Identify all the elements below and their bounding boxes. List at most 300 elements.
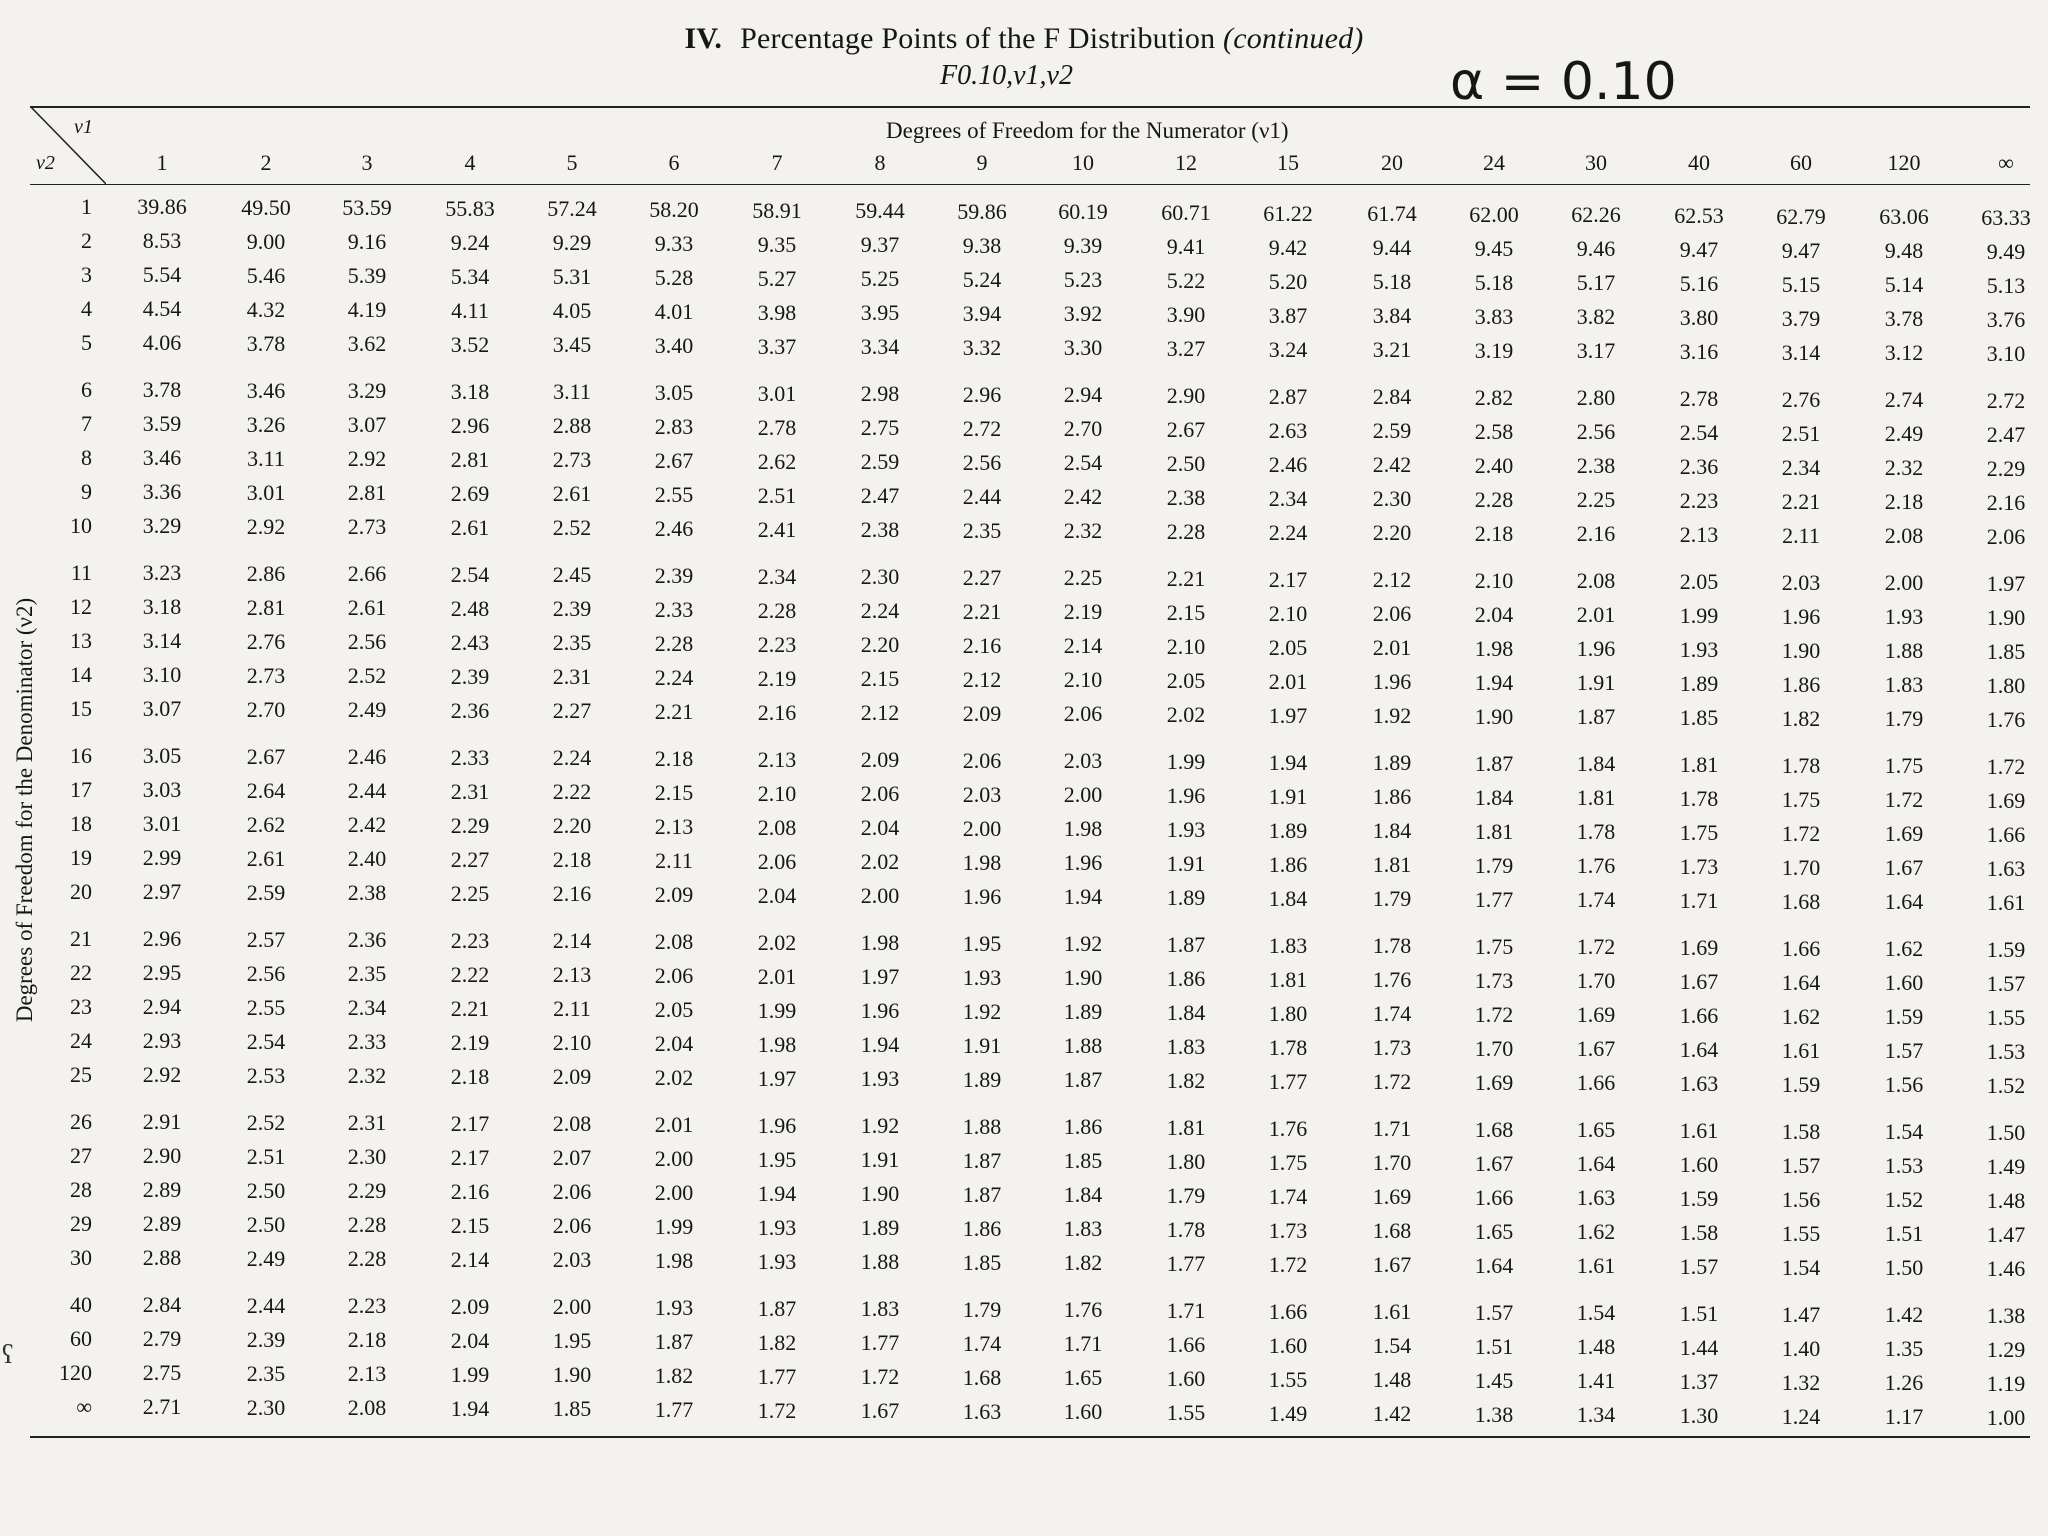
table-cell: 3.26 bbox=[246, 411, 286, 437]
table-cell: 1.95 bbox=[757, 1146, 797, 1172]
table-cell: 2.59 bbox=[246, 879, 286, 905]
table-cell: 4.32 bbox=[246, 296, 286, 322]
table-cell: 1.42 bbox=[1372, 1401, 1412, 1427]
table-cell: 39.86 bbox=[137, 194, 187, 219]
table-cell: 3.05 bbox=[654, 380, 694, 405]
row-header: 5 bbox=[81, 330, 92, 355]
table-cell: 2.17 bbox=[1268, 566, 1308, 592]
table-cell: 2.06 bbox=[1063, 701, 1103, 727]
column-header: 7 bbox=[771, 150, 783, 175]
table-cell: 1.75 bbox=[1474, 933, 1514, 959]
table-cell: 2.17 bbox=[450, 1110, 490, 1136]
table-cell: 2.54 bbox=[450, 561, 490, 587]
table-cell: 3.11 bbox=[247, 445, 285, 471]
row-header: 22 bbox=[70, 960, 92, 985]
table-cell: 1.68 bbox=[1372, 1218, 1412, 1244]
table-cell: 1.70 bbox=[1781, 854, 1821, 880]
row-header: 8 bbox=[81, 445, 92, 470]
table-cell: 2.46 bbox=[654, 516, 694, 541]
table-cell: 1.49 bbox=[1268, 1400, 1308, 1426]
row-header: 6 bbox=[81, 377, 92, 402]
table-cell: 2.08 bbox=[1576, 568, 1616, 594]
table-cell: 1.66 bbox=[1166, 1332, 1206, 1357]
table-cell: 1.76 bbox=[1063, 1297, 1103, 1323]
table-cell: 4.06 bbox=[142, 330, 182, 355]
table-cell: 2.04 bbox=[654, 1031, 694, 1056]
table-cell: 2.93 bbox=[142, 1028, 182, 1053]
table-cell: 3.40 bbox=[654, 333, 694, 358]
table-cell: 1.40 bbox=[1781, 1335, 1821, 1361]
table-cell: 3.79 bbox=[1781, 305, 1821, 331]
table-cell: 1.61 bbox=[1679, 1118, 1719, 1143]
table-cell: 1.92 bbox=[860, 1113, 900, 1139]
table-cell: 1.26 bbox=[1884, 1370, 1924, 1396]
table-cell: 2.51 bbox=[246, 1143, 286, 1169]
table-cell: 62.79 bbox=[1776, 203, 1826, 229]
table-cell: 2.16 bbox=[552, 881, 592, 907]
row-header: 26 bbox=[70, 1109, 92, 1134]
table-cell: 1.63 bbox=[1576, 1185, 1616, 1211]
table-cell: 2.98 bbox=[860, 381, 900, 407]
table-cell: 1.90 bbox=[1986, 604, 2026, 630]
table-cell: 1.71 bbox=[1166, 1298, 1206, 1323]
table-cell: 5.34 bbox=[450, 263, 490, 289]
table-cell: 2.39 bbox=[450, 663, 490, 689]
table-cell: 2.39 bbox=[654, 563, 694, 588]
denominator-header: Degrees of Freedom for the Denominator (ν2) bbox=[12, 597, 37, 1023]
table-cell: 2.15 bbox=[450, 1212, 490, 1238]
table-cell: 2.29 bbox=[347, 1178, 387, 1204]
table-cell: 2.11 bbox=[655, 848, 693, 873]
table-cell: 2.13 bbox=[552, 962, 592, 988]
table-cell: 1.57 bbox=[1679, 1254, 1719, 1279]
table-cell: 2.12 bbox=[1372, 567, 1412, 593]
table-cell: 63.06 bbox=[1879, 204, 1929, 230]
table-cell: 2.01 bbox=[757, 963, 797, 989]
row-header: 60 bbox=[70, 1326, 92, 1351]
column-header: 120 bbox=[1887, 150, 1921, 175]
table-cell: 2.16 bbox=[962, 632, 1002, 658]
table-cell: 1.79 bbox=[1372, 886, 1412, 912]
table-cell: 2.39 bbox=[552, 596, 592, 622]
table-cell: 3.30 bbox=[1063, 335, 1103, 361]
table-cell: 2.83 bbox=[654, 414, 694, 439]
table-cell: 2.61 bbox=[552, 481, 592, 507]
table-cell: 1.81 bbox=[1372, 852, 1412, 878]
table-cell: 1.93 bbox=[654, 1295, 694, 1320]
table-cell: 1.86 bbox=[1166, 966, 1206, 991]
table-cell: 2.18 bbox=[347, 1327, 387, 1353]
corner-nu2: ν2 bbox=[36, 152, 55, 174]
table-cell: 1.87 bbox=[1576, 704, 1616, 730]
table-cell: 1.70 bbox=[1372, 1150, 1412, 1176]
table-cell: 2.62 bbox=[757, 448, 797, 474]
table-cell: 1.55 bbox=[1986, 1004, 2026, 1030]
table-cell: 3.62 bbox=[347, 331, 387, 357]
table-cell: 2.95 bbox=[142, 960, 182, 985]
table-cell: 1.61 bbox=[1576, 1253, 1616, 1279]
table-cell: 1.96 bbox=[1781, 603, 1821, 629]
table-cell: 1.66 bbox=[1576, 1070, 1616, 1096]
table-cell: 2.00 bbox=[654, 1180, 694, 1205]
table-cell: 2.25 bbox=[1063, 565, 1103, 591]
table-cell: 1.82 bbox=[1781, 705, 1821, 731]
table-cell: 2.91 bbox=[142, 1109, 182, 1134]
table-cell: 1.97 bbox=[1986, 570, 2026, 596]
table-cell: 1.58 bbox=[1679, 1220, 1719, 1245]
table-cell: 3.01 bbox=[757, 380, 797, 406]
table-cell: 1.63 bbox=[1986, 855, 2026, 881]
table-cell: 3.78 bbox=[142, 377, 182, 402]
column-header: 60 bbox=[1790, 150, 1812, 175]
table-cell: 1.45 bbox=[1474, 1367, 1514, 1393]
row-header: 18 bbox=[70, 811, 92, 836]
table-cell: 1.93 bbox=[860, 1066, 900, 1092]
table-cell: 1.87 bbox=[1474, 750, 1514, 776]
table-cell: 2.63 bbox=[1268, 417, 1308, 443]
table-cell: 3.03 bbox=[142, 777, 182, 802]
table-cell: 1.72 bbox=[1474, 1001, 1514, 1027]
table-cell: 3.29 bbox=[347, 378, 387, 404]
table-cell: 2.24 bbox=[654, 665, 694, 690]
distribution-subtitle: F0.10,ν1,ν2 bbox=[940, 60, 1073, 91]
table-cell: 2.48 bbox=[450, 595, 490, 621]
table-cell: 1.85 bbox=[962, 1249, 1002, 1275]
table-cell: 2.24 bbox=[1268, 519, 1308, 545]
table-cell: 1.85 bbox=[1063, 1148, 1103, 1174]
table-cell: 3.16 bbox=[1679, 339, 1719, 364]
table-cell: 1.57 bbox=[1781, 1152, 1821, 1178]
table-cell: 1.38 bbox=[1474, 1401, 1514, 1427]
table-cell: 2.89 bbox=[142, 1177, 182, 1202]
table-cell: 2.89 bbox=[142, 1211, 182, 1236]
table-cell: 2.31 bbox=[347, 1110, 387, 1136]
table-cell: 2.25 bbox=[450, 880, 490, 906]
table-cell: 2.54 bbox=[1063, 450, 1103, 476]
table-cell: 1.58 bbox=[1781, 1118, 1821, 1144]
table-cell: 53.59 bbox=[342, 195, 392, 221]
table-cell: 2.21 bbox=[962, 598, 1002, 624]
table-cell: 5.15 bbox=[1781, 271, 1821, 297]
table-cell: 61.22 bbox=[1263, 200, 1313, 226]
column-header: 3 bbox=[361, 150, 373, 175]
table-cell: 1.80 bbox=[1986, 672, 2026, 698]
table-cell: 2.70 bbox=[1063, 416, 1103, 442]
table-cell: 2.30 bbox=[860, 564, 900, 590]
table-cell: 1.67 bbox=[1576, 1036, 1616, 1062]
table-cell: 1.82 bbox=[654, 1363, 694, 1388]
row-header: 30 bbox=[70, 1245, 92, 1270]
table-cell: 3.14 bbox=[142, 628, 182, 653]
table-cell: 1.99 bbox=[654, 1214, 694, 1239]
table-cell: 1.78 bbox=[1781, 752, 1821, 778]
table-cell: 2.44 bbox=[347, 778, 387, 804]
table-cell: 1.77 bbox=[1268, 1068, 1308, 1094]
table-cell: 1.86 bbox=[1063, 1114, 1103, 1140]
table-cell: 1.76 bbox=[1986, 706, 2026, 732]
table-cell: 2.15 bbox=[860, 666, 900, 692]
table-cell: 2.15 bbox=[654, 780, 694, 805]
table-cell: 2.09 bbox=[450, 1293, 490, 1319]
table-cell: 2.33 bbox=[347, 1029, 387, 1055]
table-cell: 1.72 bbox=[1986, 753, 2026, 779]
corner-nu1: ν1 bbox=[74, 116, 93, 138]
row-header: 20 bbox=[70, 879, 92, 904]
table-cell: 5.28 bbox=[654, 265, 694, 290]
table-cell: 3.01 bbox=[142, 811, 182, 836]
table-cell: 2.08 bbox=[1884, 523, 1924, 549]
table-cell: 1.93 bbox=[757, 1248, 797, 1274]
table-cell: 2.94 bbox=[142, 994, 182, 1019]
table-cell: 1.66 bbox=[1679, 1003, 1719, 1028]
table-cell: 2.67 bbox=[654, 448, 694, 473]
table-cell: 9.37 bbox=[860, 232, 900, 258]
column-header: 10 bbox=[1072, 150, 1094, 175]
table-cell: 3.07 bbox=[347, 412, 387, 438]
table-cell: 2.74 bbox=[1884, 387, 1924, 413]
table-cell: 2.06 bbox=[552, 1213, 592, 1239]
table-cell: 4.11 bbox=[451, 297, 489, 323]
table-cell: 2.51 bbox=[1781, 420, 1821, 446]
table-cell: 2.92 bbox=[142, 1062, 182, 1087]
column-header: 30 bbox=[1585, 150, 1607, 175]
table-cell: 2.44 bbox=[246, 1292, 286, 1318]
table-cell: 3.84 bbox=[1372, 303, 1412, 329]
row-header: 27 bbox=[70, 1143, 92, 1168]
table-cell: 2.79 bbox=[142, 1326, 182, 1351]
table-cell: 1.90 bbox=[860, 1181, 900, 1207]
table-cell: 1.99 bbox=[1166, 749, 1206, 774]
table-cell: 5.14 bbox=[1884, 272, 1924, 298]
table-cell: 2.32 bbox=[347, 1063, 387, 1089]
table-cell: 2.19 bbox=[757, 665, 797, 691]
table-cell: 1.37 bbox=[1679, 1369, 1719, 1394]
table-cell: 2.11 bbox=[1782, 522, 1820, 548]
table-cell: 2.64 bbox=[246, 777, 286, 803]
column-header: 9 bbox=[976, 150, 988, 175]
table-cell: 4.19 bbox=[347, 297, 387, 323]
table-cell: 1.67 bbox=[1679, 969, 1719, 994]
table-cell: 2.86 bbox=[246, 560, 286, 586]
table-cell: 1.72 bbox=[1372, 1069, 1412, 1095]
header-rule bbox=[30, 184, 2030, 185]
table-cell: 2.55 bbox=[246, 994, 286, 1020]
table-cell: 1.93 bbox=[962, 964, 1002, 990]
table-cell: 1.89 bbox=[1063, 999, 1103, 1025]
table-cell: 2.33 bbox=[450, 744, 490, 770]
table-cell: 1.94 bbox=[1474, 669, 1514, 695]
table-cell: 2.23 bbox=[757, 631, 797, 657]
table-cell: 2.31 bbox=[450, 778, 490, 804]
table-cell: 2.21 bbox=[1166, 566, 1206, 591]
table-cell: 3.87 bbox=[1268, 302, 1308, 328]
table-cell: 1.90 bbox=[1063, 965, 1103, 991]
table-cell: 1.98 bbox=[860, 930, 900, 956]
table-cell: 1.64 bbox=[1679, 1037, 1719, 1062]
table-cell: 1.48 bbox=[1576, 1334, 1616, 1360]
table-cell: 2.10 bbox=[1166, 634, 1206, 659]
table-cell: 1.89 bbox=[1166, 885, 1206, 910]
table-cell: 1.69 bbox=[1576, 1002, 1616, 1028]
top-rule bbox=[30, 106, 2030, 108]
table-cell: 1.59 bbox=[1679, 1186, 1719, 1211]
table-cell: 1.60 bbox=[1268, 1332, 1308, 1358]
table-cell: 1.46 bbox=[1986, 1255, 2026, 1281]
table-cell: 3.78 bbox=[246, 330, 286, 356]
table-cell: 9.29 bbox=[552, 230, 592, 256]
table-cell: 1.89 bbox=[1679, 671, 1719, 696]
table-cell: 1.81 bbox=[1268, 966, 1308, 992]
table-cell: 2.22 bbox=[552, 779, 592, 805]
table-cell: 9.00 bbox=[246, 228, 286, 254]
table-cell: 3.18 bbox=[450, 378, 490, 404]
table-cell: 9.35 bbox=[757, 231, 797, 257]
table-cell: 1.78 bbox=[1166, 1217, 1206, 1242]
table-cell: 1.89 bbox=[860, 1215, 900, 1241]
table-cell: 2.18 bbox=[1884, 489, 1924, 515]
table-cell: 9.41 bbox=[1166, 234, 1206, 259]
table-cell: 5.17 bbox=[1576, 270, 1616, 296]
row-header: 7 bbox=[81, 411, 92, 436]
table-cell: 1.81 bbox=[1576, 785, 1616, 811]
table-cell: 1.34 bbox=[1576, 1402, 1616, 1428]
table-cell: 2.97 bbox=[142, 879, 182, 904]
table-cell: 2.18 bbox=[654, 746, 694, 771]
table-cell: 1.73 bbox=[1474, 967, 1514, 993]
table-cell: 2.10 bbox=[1474, 567, 1514, 593]
table-cell: 2.46 bbox=[1268, 451, 1308, 477]
table-cell: 1.72 bbox=[1268, 1251, 1308, 1277]
table-cell: 2.03 bbox=[962, 781, 1002, 807]
table-cell: 1.91 bbox=[860, 1147, 900, 1173]
table-cell: 2.62 bbox=[246, 811, 286, 837]
table-cell: 2.05 bbox=[1166, 668, 1206, 693]
table-cell: 1.71 bbox=[1679, 888, 1719, 913]
table-cell: 1.55 bbox=[1268, 1366, 1308, 1392]
table-cell: 2.21 bbox=[1781, 488, 1821, 514]
table-cell: 1.94 bbox=[757, 1180, 797, 1206]
table-cell: 1.63 bbox=[1679, 1071, 1719, 1096]
table-cell: 1.77 bbox=[1474, 886, 1514, 912]
table-cell: 2.54 bbox=[246, 1028, 286, 1054]
table-cell: 2.31 bbox=[552, 664, 592, 690]
table-cell: 2.01 bbox=[1576, 602, 1616, 628]
table-cell: 1.73 bbox=[1372, 1035, 1412, 1061]
table-cell: 9.24 bbox=[450, 229, 490, 255]
table-cell: 1.90 bbox=[1474, 703, 1514, 729]
table-cell: 1.68 bbox=[962, 1364, 1002, 1390]
table-cell: 2.08 bbox=[552, 1111, 592, 1137]
table-cell: 1.48 bbox=[1986, 1187, 2026, 1213]
table-cell: 2.73 bbox=[246, 662, 286, 688]
table-cell: 1.93 bbox=[1166, 817, 1206, 842]
table-cell: 2.96 bbox=[450, 412, 490, 438]
table-cell: 1.89 bbox=[1372, 750, 1412, 776]
table-cell: 2.38 bbox=[1576, 453, 1616, 479]
table-cell: 2.04 bbox=[450, 1327, 490, 1353]
table-cell: 1.60 bbox=[1679, 1152, 1719, 1177]
table-cell: 2.56 bbox=[962, 449, 1002, 475]
table-cell: 1.96 bbox=[1576, 636, 1616, 662]
table-cell: 2.78 bbox=[757, 414, 797, 440]
table-cell: 2.21 bbox=[450, 995, 490, 1021]
table-cell: 2.56 bbox=[1576, 419, 1616, 445]
table-cell: 1.77 bbox=[757, 1363, 797, 1389]
table-cell: 3.24 bbox=[1268, 336, 1308, 362]
table-cell: 1.93 bbox=[1884, 604, 1924, 630]
table-cell: 1.91 bbox=[1166, 851, 1206, 876]
table-cell: 1.84 bbox=[1063, 1182, 1103, 1208]
table-cell: 1.91 bbox=[1576, 670, 1616, 696]
table-cell: 57.24 bbox=[547, 196, 597, 222]
table-cell: 2.02 bbox=[1166, 702, 1206, 727]
table-cell: 9.48 bbox=[1884, 238, 1924, 264]
table-cell: 1.92 bbox=[1372, 703, 1412, 729]
table-cell: 1.64 bbox=[1781, 969, 1821, 995]
table-cell: 3.59 bbox=[142, 411, 182, 436]
row-header: 9 bbox=[81, 479, 92, 504]
table-cell: 2.04 bbox=[860, 815, 900, 841]
table-cell: 3.12 bbox=[1884, 340, 1924, 366]
table-cell: 1.83 bbox=[860, 1296, 900, 1322]
table-cell: 2.78 bbox=[1679, 386, 1719, 411]
alpha-label: α = 0.10 bbox=[1450, 52, 1677, 112]
table-cell: 1.47 bbox=[1781, 1301, 1821, 1327]
table-cell: 1.17 bbox=[1884, 1404, 1924, 1430]
table-cell: 2.00 bbox=[860, 883, 900, 909]
table-cell: 2.36 bbox=[450, 697, 490, 723]
table-cell: 2.11 bbox=[553, 996, 591, 1022]
table-cell: 1.52 bbox=[1884, 1187, 1924, 1213]
table-cell: 1.92 bbox=[962, 998, 1002, 1024]
table-cell: 1.56 bbox=[1781, 1186, 1821, 1212]
table-cell: 2.38 bbox=[1166, 485, 1206, 510]
table-cell: 1.66 bbox=[1986, 821, 2026, 847]
table-cell: 2.72 bbox=[962, 415, 1002, 441]
table-cell: 2.36 bbox=[1679, 454, 1719, 479]
table-cell: 1.38 bbox=[1986, 1302, 2026, 1328]
table-cell: 3.14 bbox=[1781, 339, 1821, 365]
table-cell: 2.40 bbox=[347, 846, 387, 872]
table-cell: 1.76 bbox=[1576, 853, 1616, 879]
table-cell: 1.87 bbox=[757, 1295, 797, 1321]
table-cell: 2.42 bbox=[347, 812, 387, 838]
table-cell: 1.69 bbox=[1372, 1184, 1412, 1210]
table-cell: 2.41 bbox=[757, 516, 797, 542]
table-cell: 3.82 bbox=[1576, 304, 1616, 330]
table-cell: 1.87 bbox=[962, 1147, 1002, 1173]
table-cell: 2.16 bbox=[1576, 521, 1616, 547]
table-cell: 1.64 bbox=[1474, 1252, 1514, 1278]
table-cell: 2.59 bbox=[1372, 418, 1412, 444]
table-cell: 1.47 bbox=[1986, 1221, 2026, 1247]
table-cell: 58.91 bbox=[752, 197, 802, 223]
row-header: 10 bbox=[70, 513, 92, 538]
row-header: 11 bbox=[70, 560, 92, 585]
table-cell: 2.22 bbox=[450, 961, 490, 987]
table-cell: 1.73 bbox=[1268, 1217, 1308, 1243]
table-cell: 3.19 bbox=[1474, 337, 1514, 363]
table-cell: 1.89 bbox=[1268, 817, 1308, 843]
table-cell: 1.75 bbox=[1268, 1149, 1308, 1175]
table-cell: 1.54 bbox=[1576, 1300, 1616, 1326]
table-cell: 1.77 bbox=[654, 1397, 694, 1422]
table-cell: 1.84 bbox=[1268, 885, 1308, 911]
table-cell: 1.80 bbox=[1166, 1149, 1206, 1174]
table-cell: 9.39 bbox=[1063, 233, 1103, 259]
table-cell: 2.09 bbox=[654, 882, 694, 907]
table-cell: 5.22 bbox=[1166, 268, 1206, 293]
